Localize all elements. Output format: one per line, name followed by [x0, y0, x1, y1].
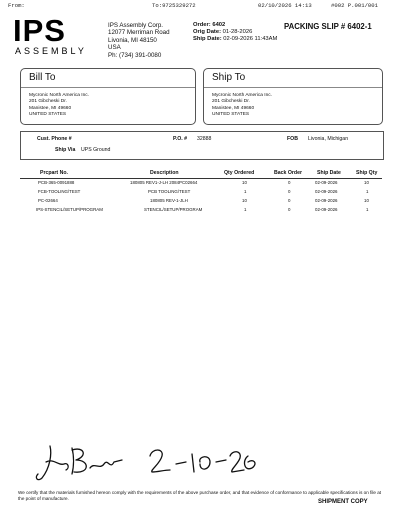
ship-date-label: Ship Date:	[193, 36, 222, 43]
company-address	[108, 22, 170, 59]
order-info	[193, 22, 277, 44]
company-street: 12077 Merriman Road	[108, 29, 170, 37]
company-logo-subtitle: ASSEMBLY	[15, 46, 87, 56]
cell-qty-ordered: 1	[244, 207, 247, 212]
po-number: 32888	[197, 136, 212, 142]
cell-qty-ordered: 10	[242, 198, 247, 203]
cell-ship-date: 02-09-2026	[315, 207, 338, 212]
col-header-description: Description	[150, 170, 179, 176]
orig-date-label: Orig Date:	[193, 29, 222, 36]
ship-to-line: 201 Gibcheski Dr.	[212, 99, 250, 105]
table-row	[20, 179, 382, 188]
certification-text: We certify that the materials furnished hereon comply with the requirements of the above purchase order, and that evidence of conformance to applicable specifications is on file at the point of manufacture.	[18, 490, 382, 501]
shipment-copy-label: SHIPMENT COPY	[318, 499, 368, 505]
cell-part: PCB-365-0091888	[38, 180, 75, 185]
cell-description: STENCIL/SETUP/PROGRAM	[144, 207, 203, 212]
fob-label: FOB	[287, 136, 298, 142]
table-row	[20, 206, 382, 215]
company-city: Livonia, MI 48150	[108, 36, 157, 44]
col-header-part: Prcpart No.	[40, 170, 68, 176]
orig-date: 01-28-2026	[222, 29, 253, 36]
cell-description: 180805 REV-1-JLH	[150, 198, 188, 203]
packing-slip-title: PACKING SLIP # 6402-1	[284, 22, 372, 31]
table-row	[20, 197, 382, 206]
fax-page: #002 P.001/001	[331, 2, 378, 9]
cell-back-order: 0	[288, 180, 291, 185]
cell-back-order: 0	[288, 198, 291, 203]
ship-to-heading: Ship To	[204, 69, 382, 88]
bill-to-heading: Bill To	[21, 69, 195, 88]
col-header-ship-date: Ship Date	[317, 170, 341, 176]
cell-ship-date: 02-09-2026	[315, 189, 338, 194]
col-header-back-order: Back Order	[274, 170, 302, 176]
col-header-ship-qty: Ship Qty	[356, 170, 378, 176]
table-row	[20, 188, 382, 197]
ship-via-label: Ship Via	[55, 147, 76, 153]
fax-to: To:9725329272	[152, 2, 196, 9]
cell-ship-date: 02-09-2026	[315, 180, 338, 185]
cell-ship-qty: 1	[366, 207, 369, 212]
ship-to-panel	[203, 68, 383, 125]
order-label: Order:	[193, 22, 211, 28]
company-logo: IPS	[13, 13, 66, 48]
bill-to-line: UNITED STATES	[29, 111, 67, 117]
cell-part: IPS-STENCIL/SETUP/PROGRAM	[36, 207, 103, 212]
cell-back-order: 0	[288, 207, 291, 212]
cell-ship-qty: 1	[366, 189, 369, 194]
ship-to-line: Mycronic North America Inc.	[212, 93, 272, 98]
cell-qty-ordered: 1	[244, 189, 247, 194]
company-country: USA	[108, 44, 121, 52]
cell-ship-date: 02-09-2026	[315, 198, 338, 203]
cell-back-order: 0	[288, 189, 291, 194]
bill-to-line: Manistee, MI 49660	[29, 105, 72, 111]
ship-to-line: Manistee, MI 49660	[212, 105, 255, 111]
ship-date: 02-09-2026 11:43AM	[223, 36, 278, 43]
cust-phone-label: Cust. Phone #	[37, 136, 72, 142]
bill-to-line: Mycronic North America Inc.	[29, 93, 89, 98]
ship-via-value: UPS Ground	[81, 147, 111, 153]
order-number: 6402	[212, 22, 226, 28]
col-header-qty-ordered: Qty Ordered	[224, 170, 255, 176]
cell-description: PCB TOOLING/TEST	[148, 189, 191, 194]
fax-datetime: 02/10/2026 14:13	[258, 2, 312, 9]
po-label: P.O. #	[173, 136, 188, 142]
cell-qty-ordered: 10	[242, 180, 247, 185]
bill-to-panel	[20, 68, 196, 125]
handwritten-signature	[30, 440, 260, 485]
shipping-info-box	[20, 131, 384, 160]
company-phone: Ph: (734) 391-0080	[108, 51, 162, 59]
bill-to-line: 201 Gibcheski Dr.	[29, 99, 67, 105]
items-table-header	[20, 168, 382, 179]
ship-to-line: UNITED STATES	[212, 111, 250, 117]
fob-value: Livonia, Michigan	[308, 136, 349, 142]
cell-description: 180805 REV1-J-LH 2084PC02664	[130, 180, 198, 185]
cell-part: FCB-TOOLING/TEST	[38, 189, 81, 194]
cell-ship-qty: 10	[364, 180, 369, 185]
cell-ship-qty: 10	[364, 198, 369, 203]
cell-part: PC-02664	[38, 198, 58, 203]
fax-from: From:	[8, 2, 25, 9]
company-name: IPS Assembly Corp.	[108, 22, 164, 29]
